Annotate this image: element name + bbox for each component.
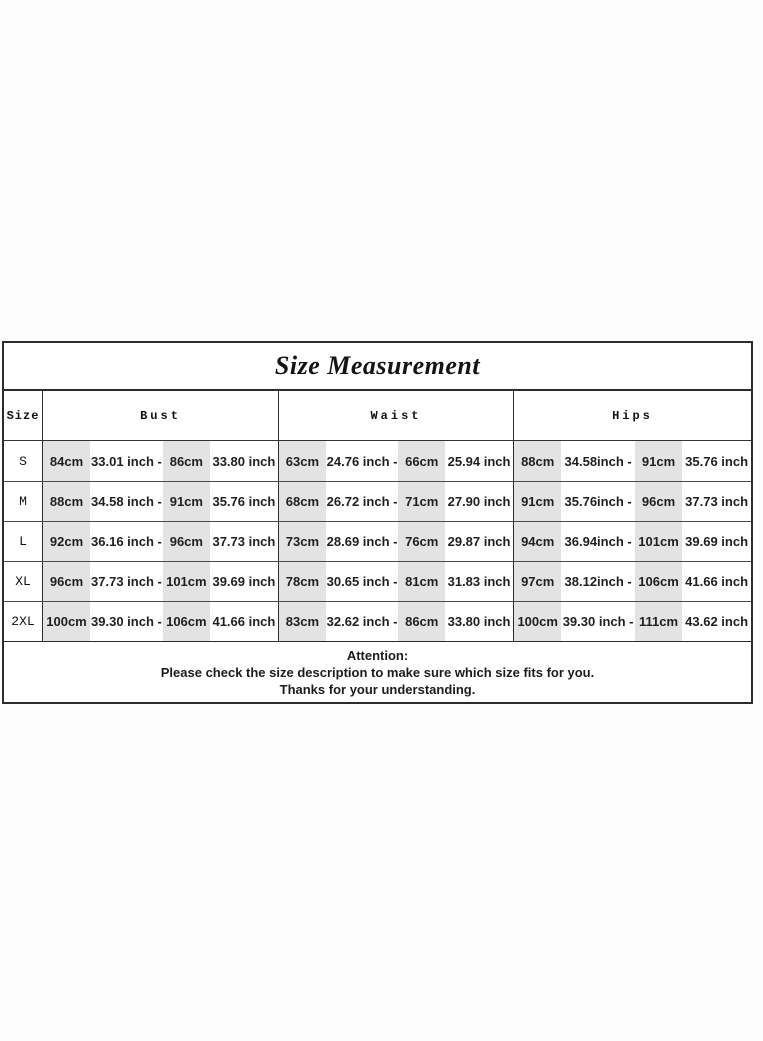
bust-inch-max: 35.76 inch bbox=[212, 494, 276, 509]
bust-cm-min: 88cm bbox=[43, 482, 90, 521]
waist-cm-max: 86cm bbox=[398, 602, 445, 641]
table-header-row bbox=[4, 391, 751, 441]
waist-measurements bbox=[278, 482, 513, 521]
bust-inch-max: 33.80 inch bbox=[212, 453, 276, 469]
hips-inch-min: 38.12inch - bbox=[564, 574, 632, 589]
size-label: XL bbox=[15, 574, 31, 589]
attention-line-2: Please check the size description to make sure which size fits for you. bbox=[160, 664, 595, 680]
hips-cm-max: 106cm bbox=[635, 562, 682, 601]
hips-inch-max: 43.62 inch bbox=[685, 614, 749, 629]
bust-inch-min: 33.01 inch - bbox=[91, 453, 162, 469]
table-title: Size Measurement bbox=[274, 351, 481, 380]
bust-cm-min: 96cm bbox=[43, 562, 90, 601]
size-rows bbox=[4, 441, 751, 641]
waist-measurements bbox=[278, 602, 513, 641]
hips-inch-max: 39.69 inch bbox=[685, 534, 749, 549]
bust-inch-max: 39.69 inch bbox=[212, 574, 276, 589]
attention-line-3: Thanks for your understanding. bbox=[279, 681, 476, 697]
column-header-hips: Hips bbox=[513, 391, 751, 440]
size-row-s bbox=[4, 441, 751, 481]
size-label: 2XL bbox=[11, 614, 35, 629]
hips-cm-min: 94cm bbox=[514, 522, 561, 561]
attention-line-1: Attention: bbox=[346, 647, 409, 663]
bust-cm-max: 101cm bbox=[163, 562, 210, 601]
waist-inch-max: 33.80 inch bbox=[447, 614, 511, 629]
waist-cm-max: 81cm bbox=[398, 562, 445, 601]
bust-measurements bbox=[42, 441, 278, 481]
hips-cm-max: 111cm bbox=[635, 602, 682, 641]
hips-cm-min: 88cm bbox=[514, 441, 561, 481]
bust-cm-max: 106cm bbox=[163, 602, 210, 641]
hips-measurements bbox=[513, 522, 751, 561]
hips-cm-min: 91cm bbox=[514, 482, 561, 521]
hips-measurements bbox=[513, 562, 751, 601]
waist-cm-min: 73cm bbox=[279, 522, 326, 561]
bust-cm-min: 84cm bbox=[43, 441, 90, 481]
hips-cm-max: 96cm bbox=[635, 482, 682, 521]
hips-inch-min: 39.30 inch - bbox=[562, 614, 634, 629]
hips-cm-min: 97cm bbox=[514, 562, 561, 601]
bust-cm-min: 100cm bbox=[43, 602, 90, 641]
bust-measurements bbox=[42, 482, 278, 521]
size-row-l bbox=[4, 521, 751, 561]
waist-inch-max: 27.90 inch bbox=[447, 494, 511, 509]
waist-cm-min: 78cm bbox=[279, 562, 326, 601]
waist-measurements bbox=[278, 562, 513, 601]
size-row-xl bbox=[4, 561, 751, 601]
bust-inch-min: 37.73 inch - bbox=[91, 574, 162, 589]
bust-measurements bbox=[42, 602, 278, 641]
hips-cm-min: 100cm bbox=[514, 602, 561, 641]
hips-inch-min: 35.76inch - bbox=[564, 494, 632, 509]
column-header-bust: Bust bbox=[42, 391, 278, 440]
size-row-2xl bbox=[4, 601, 751, 641]
hips-inch-max: 37.73 inch bbox=[685, 494, 749, 509]
hips-cm-max: 101cm bbox=[635, 522, 682, 561]
waist-cm-min: 68cm bbox=[279, 482, 326, 521]
table-title-row bbox=[4, 343, 751, 391]
hips-inch-max: 41.66 inch bbox=[685, 574, 749, 589]
waist-inch-min: 26.72 inch - bbox=[326, 494, 398, 509]
bust-inch-max: 37.73 inch bbox=[212, 534, 276, 549]
waist-measurements bbox=[278, 522, 513, 561]
hips-inch-max: 35.76 inch bbox=[685, 453, 749, 469]
size-label: L bbox=[19, 534, 27, 549]
size-row-m bbox=[4, 481, 751, 521]
bust-cm-max: 96cm bbox=[163, 522, 210, 561]
bust-cm-max: 86cm bbox=[163, 441, 210, 481]
hips-measurements bbox=[513, 482, 751, 521]
waist-inch-min: 24.76 inch - bbox=[326, 453, 398, 469]
bust-measurements bbox=[42, 562, 278, 601]
column-header-size: Size bbox=[6, 408, 40, 423]
hips-cm-max: 91cm bbox=[635, 441, 682, 481]
waist-inch-max: 25.94 inch bbox=[447, 453, 511, 469]
bust-inch-max: 41.66 inch bbox=[212, 614, 276, 629]
size-label: M bbox=[19, 494, 27, 509]
waist-inch-min: 28.69 inch - bbox=[326, 534, 398, 549]
waist-inch-max: 29.87 inch bbox=[447, 534, 511, 549]
bust-inch-min: 36.16 inch - bbox=[91, 534, 162, 549]
waist-cm-min: 83cm bbox=[279, 602, 326, 641]
column-header-waist: Waist bbox=[278, 391, 513, 440]
waist-inch-min: 30.65 inch - bbox=[326, 574, 398, 589]
hips-inch-min: 34.58inch - bbox=[564, 453, 632, 469]
hips-inch-min: 36.94inch - bbox=[564, 534, 632, 549]
waist-cm-max: 71cm bbox=[398, 482, 445, 521]
waist-inch-min: 32.62 inch - bbox=[326, 614, 398, 629]
waist-cm-max: 76cm bbox=[398, 522, 445, 561]
size-measurement-table bbox=[2, 341, 753, 704]
bust-cm-min: 92cm bbox=[43, 522, 90, 561]
waist-inch-max: 31.83 inch bbox=[447, 574, 511, 589]
size-label: S bbox=[19, 453, 27, 469]
waist-measurements bbox=[278, 441, 513, 481]
bust-inch-min: 34.58 inch - bbox=[91, 494, 162, 509]
hips-measurements bbox=[513, 441, 751, 481]
waist-cm-min: 63cm bbox=[279, 441, 326, 481]
waist-cm-max: 66cm bbox=[398, 441, 445, 481]
bust-cm-max: 91cm bbox=[163, 482, 210, 521]
attention-note bbox=[4, 641, 751, 702]
hips-measurements bbox=[513, 602, 751, 641]
bust-measurements bbox=[42, 522, 278, 561]
bust-inch-min: 39.30 inch - bbox=[91, 614, 162, 629]
